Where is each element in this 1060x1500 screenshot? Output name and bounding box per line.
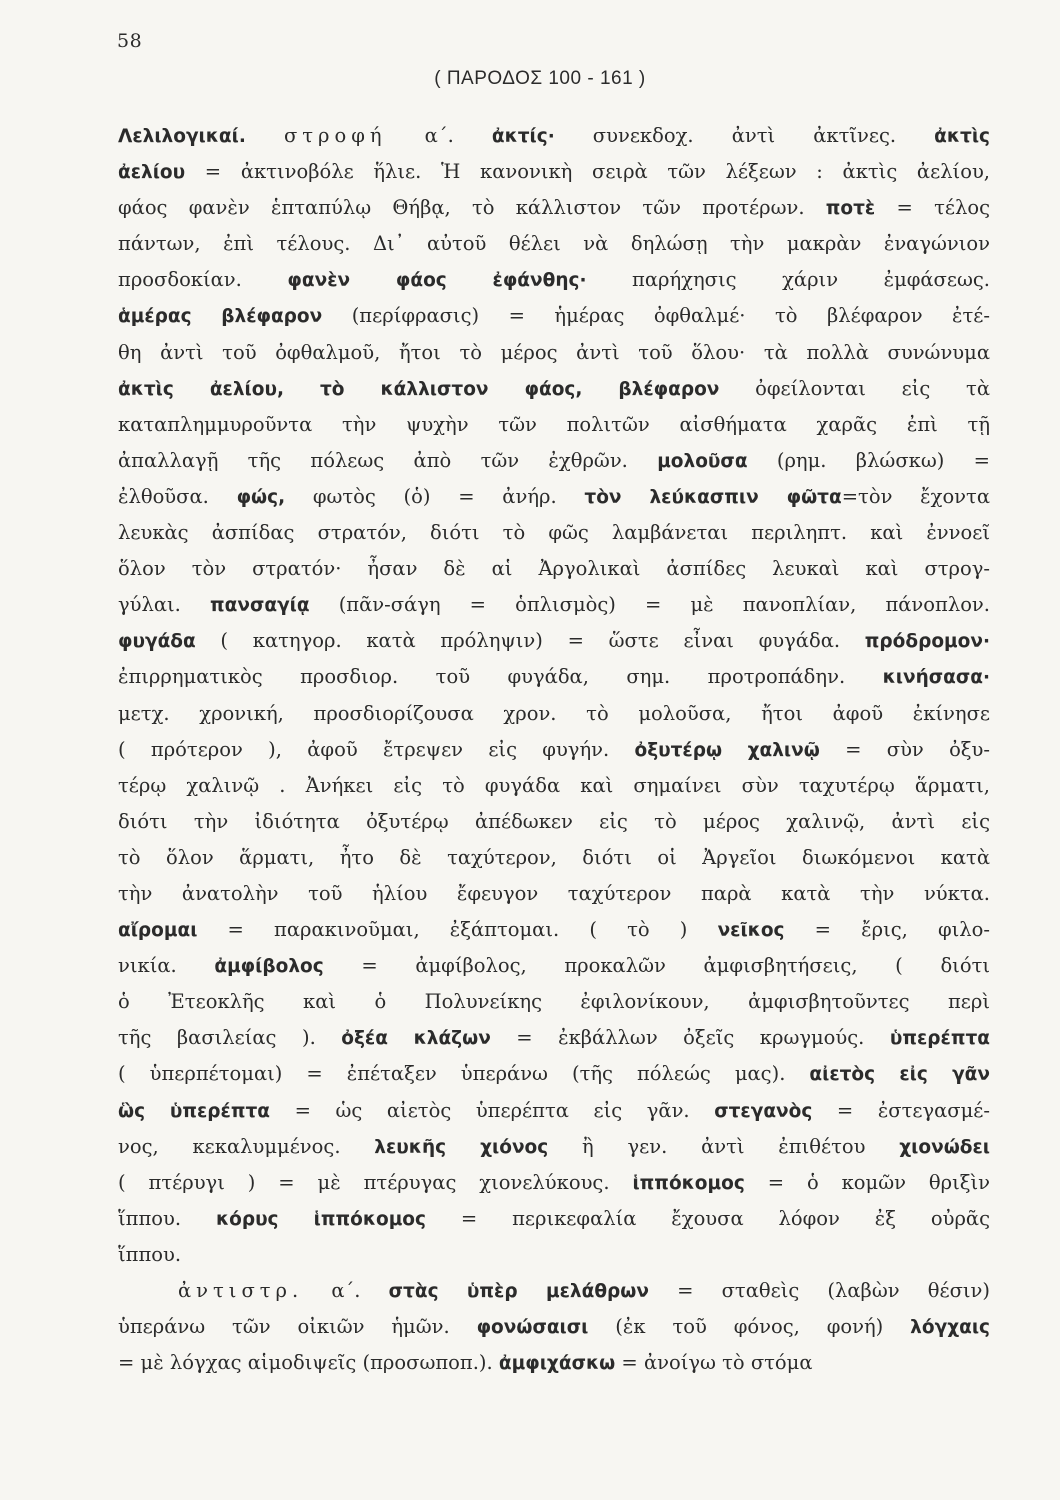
gloss-text — [246, 124, 284, 147]
headword: τὸν λεύκασπιν φῶτα — [584, 486, 842, 508]
headword: αἰετὸς εἰς γᾶν — [809, 1064, 990, 1086]
text-line — [118, 623, 990, 659]
gloss-text: ἐλθοῦσα. — [118, 484, 237, 508]
headword: ὑπερέπτα — [889, 1028, 990, 1050]
text-line — [118, 912, 990, 948]
gloss-text: (πᾶν-σάγη = ὁπλισμὸς) = μὲ πανοπλίαν, πάνοπλον. — [309, 593, 990, 617]
gloss-text: λευκὰς ἀσπίδας στρατόν, διότι τὸ φῶς λαμβάνεται περιληπτ. καὶ ἐννοεῖ — [118, 521, 990, 545]
headword: ἀκτὶς ἀελίου, τὸ κάλλιστον φάος, βλέφαρον — [118, 378, 720, 400]
gloss-text: καταπλημμυροῦντα τὴν ψυχὴν τῶν πολιτῶν αἰσθήματα χαρᾶς ἐπὶ τῇ — [118, 412, 990, 436]
gloss-text: ( ὑπερπέτομαι) = ἐπέταξεν ὑπεράνω (τῆς πόλεώς μας). — [118, 1062, 810, 1086]
headword: φώς, — [236, 486, 286, 508]
headword: φανὲν φάος ἐφάνθης· — [287, 270, 587, 292]
gloss-text: ( πρότερον ), ἀφοῦ ἔτρεψεν εἰς φυγήν. — [118, 737, 635, 761]
gloss-text: = σταθεὶς (λαβὼν θέσιν) — [648, 1279, 990, 1302]
text-line — [118, 1129, 990, 1165]
gloss-text: θη ἀντὶ τοῦ ὀφθαλμοῦ, ἤτοι τὸ μέρος ἀντὶ τοῦ ὅλου· τὰ πολλὰ συνώνυμα — [118, 340, 990, 364]
text-line — [118, 1273, 990, 1309]
gloss-text: = ἐστεγασμέ- — [812, 1098, 990, 1122]
gloss-text: ὀφείλονται εἰς τὰ — [719, 376, 990, 400]
gloss-text: ( πτέρυγι ) = μὲ πτέρυγας χιονελύκους. — [118, 1170, 633, 1194]
page-number: 58 — [117, 30, 143, 52]
text-line — [118, 262, 990, 298]
text-line — [118, 551, 990, 587]
gloss-text: =τὸν ἔχοντα — [841, 484, 990, 508]
gloss-text: ἵππου. — [118, 1242, 182, 1266]
headword: ἀελίου — [118, 162, 186, 184]
headword: ἀκτίς· — [491, 126, 555, 147]
gloss-text: τὴν ἀνατολὴν τοῦ ἡλίου ἔφευγον ταχύτερον παρὰ κατὰ τὴν νύκτα. — [118, 881, 990, 905]
gloss-text: = τέλος — [875, 196, 990, 220]
text-line — [118, 515, 990, 551]
gloss-text: = ἀνοίγω τὸ στόμα — [615, 1351, 813, 1375]
headword: ἀμφιχάσκω — [498, 1353, 616, 1375]
headword: στὰς ὑπὲρ μελάθρων — [388, 1281, 649, 1302]
gloss-text: διότι τὴν ἰδιότητα ὀξυτέρῳ ἀπέδωκεν εἰς τὸ μέρος χαλινῷ, ἀντὶ εἰς — [118, 809, 990, 833]
headword: ἀκτὶς — [934, 126, 990, 147]
gloss-text: = περικεφαλία ἔχουσα λόφον ἐξ οὐρᾶς — [425, 1206, 990, 1230]
headword: κινήσασα· — [882, 667, 990, 689]
gloss-text: τὸ ὅλον ἅρματι, ἦτο δὲ ταχύτερον, διότι οἱ Ἀργεῖοι διωκόμενοι κατὰ — [118, 845, 990, 869]
gloss-text: τῆς βασιλείας ). — [118, 1026, 342, 1050]
text-line — [118, 768, 990, 804]
commentary-text — [118, 118, 990, 1381]
gloss-text: = ἀκτινοβόλε ἥλιε. Ἡ κανονικὴ σειρὰ τῶν λέξεων : ἀκτὶς ἀελίου, — [185, 160, 990, 184]
spaced-term: ἀντιστρ. — [178, 1279, 304, 1302]
text-line — [118, 226, 990, 262]
gloss-text: = ὁ κομῶν θριξὶν — [744, 1170, 990, 1194]
gloss-text: νικία. — [118, 954, 215, 978]
gloss-text: = ἔρις, φιλο- — [784, 918, 990, 942]
text-line — [118, 443, 990, 479]
gloss-text: ὑπεράνω τῶν οἰκιῶν ἡμῶν. — [118, 1315, 477, 1339]
gloss-text: τέρῳ χαλινῷ . Ἀνήκει εἰς τὸ φυγάδα καὶ σημαίνει σὺν ταχυτέρῳ ἅρματι, — [118, 773, 990, 797]
gloss-text: πάντων, ἐπὶ τέλους. Δι᾽ αὐτοῦ θέλει νὰ δηλώσῃ τὴν μακρὰν ἐναγώνιον — [118, 232, 990, 256]
headword: ἱππόκομος — [632, 1172, 745, 1194]
text-line — [118, 840, 990, 876]
headword: ὣς ὑπερέπτα — [118, 1100, 270, 1122]
gloss-text: ἐπιρρηματικὸς προσδιορ. τοῦ φυγάδα, σημ. προτροπάδην. — [118, 665, 883, 689]
gloss-text: προσδοκίαν. — [118, 268, 288, 292]
headword: λόγχαις — [910, 1317, 990, 1339]
gloss-text: (περίφρασις) = ἡμέρας ὀφθαλμέ· τὸ βλέφαρον ἐτέ- — [322, 304, 990, 328]
gloss-text: = σὺν ὀξυ- — [819, 737, 990, 761]
gloss-text: = παρακινοῦμαι, ἐξάπτομαι. ( τὸ ) — [197, 918, 718, 942]
gloss-text: συνεκδοχ. ἀντὶ ἀκτῖνες. — [554, 124, 935, 147]
gloss-text: α΄. — [303, 1279, 389, 1302]
gloss-text: γύλαι. — [118, 593, 210, 617]
headword: φυγάδα — [118, 631, 196, 653]
headword: πανσαγίᾳ — [210, 595, 310, 617]
text-line — [118, 1165, 990, 1201]
text-line — [118, 948, 990, 984]
gloss-text: = μὲ λόγχας αἱμοδιψεῖς (προσωποπ.). — [118, 1351, 499, 1375]
headword: αἴρομαι — [118, 920, 198, 942]
gloss-text: (ἐκ τοῦ φόνος, φονή) — [588, 1315, 911, 1339]
text-line — [118, 876, 990, 912]
text-line — [118, 371, 990, 407]
headword: στεγανὸς — [714, 1100, 813, 1122]
gloss-text: ( κατηγορ. κατὰ πρόληψιν) = ὥστε εἶναι φυγάδα. — [195, 629, 865, 653]
text-line — [118, 1237, 990, 1273]
text-line — [118, 1345, 990, 1381]
headword: ὀξυτέρῳ χαλινῷ — [634, 739, 820, 761]
gloss-text: = ἐκβάλλων ὀξεῖς κρωγμούς. — [490, 1026, 890, 1050]
headword: ἁμέρας βλέφαρον — [118, 306, 323, 328]
spaced-term: στροφή — [283, 124, 387, 147]
headword: ἀμφίβολος — [214, 956, 324, 978]
text-line — [118, 335, 990, 371]
headword: λευκῆς χιόνος — [374, 1136, 549, 1158]
gloss-text: παρήχησις χάριν ἐμφάσεως. — [586, 268, 990, 292]
gloss-text: ὁ Ἐτεοκλῆς καὶ ὁ Πολυνείκης ἐφιλονίκουν, ἀμφισβητοῦντες περὶ — [118, 990, 990, 1014]
headword: μολοῦσα — [657, 450, 748, 472]
text-line — [118, 1020, 990, 1056]
headword: χιονώδει — [899, 1136, 990, 1158]
gloss-text: νος, κεκαλυμμένος. — [118, 1134, 375, 1158]
text-line — [118, 1201, 990, 1237]
headword: φονώσαισι — [476, 1317, 589, 1339]
gloss-text: = ὡς αἰετὸς ὑπερέπτα εἰς γᾶν. — [269, 1098, 715, 1122]
text-line — [118, 587, 990, 623]
text-line — [118, 659, 990, 695]
headword: ὀξέα κλάζων — [341, 1028, 491, 1050]
headword: Λελιλογικαί. — [118, 126, 246, 147]
gloss-text: ἢ γεν. ἀντὶ ἐπιθέτου — [548, 1134, 900, 1158]
headword: νεῖκος — [717, 920, 785, 942]
gloss-text: ὅλον τὸν στρατόν· ἦσαν δὲ αἱ Ἀργολικαὶ ἀσπίδες λευκαὶ καὶ στρογ- — [118, 557, 990, 581]
headword: πρόδρομον· — [864, 631, 990, 653]
gloss-text: φωτὸς (ὁ) = ἀνήρ. — [285, 484, 585, 508]
text-line — [118, 190, 990, 226]
text-line — [118, 1056, 990, 1092]
text-line — [118, 804, 990, 840]
text-line — [118, 732, 990, 768]
text-line — [118, 118, 990, 154]
gloss-text: ἀπαλλαγῇ τῆς πόλεως ἀπὸ τῶν ἐχθρῶν. — [118, 448, 658, 472]
gloss-text: ἵππου. — [118, 1206, 216, 1230]
gloss-text: μετχ. χρονική, προσδιορίζουσα χρον. τὸ μολοῦσα, ἤτοι ἀφοῦ ἐκίνησε — [118, 701, 990, 725]
gloss-text: φάος φανὲν ἑπταπύλῳ Θήβᾳ, τὸ κάλλιστον τῶν προτέρων. — [118, 196, 826, 220]
text-line — [118, 154, 990, 190]
text-line — [118, 298, 990, 334]
section-heading: ( ΠΑΡΟΔΟΣ 100 - 161 ) — [434, 68, 646, 89]
text-line — [118, 479, 990, 515]
headword: κόρυς ἱππόκομος — [215, 1208, 426, 1230]
text-line — [118, 696, 990, 732]
text-line — [118, 1093, 990, 1129]
text-line — [118, 984, 990, 1020]
gloss-text: (ρημ. βλώσκω) = — [747, 448, 990, 472]
gloss-text: = ἀμφίβολος, προκαλῶν ἀμφισβητήσεις, ( διότι — [323, 954, 990, 978]
headword: ποτὲ — [825, 198, 876, 220]
gloss-text: α΄. — [386, 124, 492, 147]
text-line — [118, 1309, 990, 1345]
text-line — [118, 407, 990, 443]
